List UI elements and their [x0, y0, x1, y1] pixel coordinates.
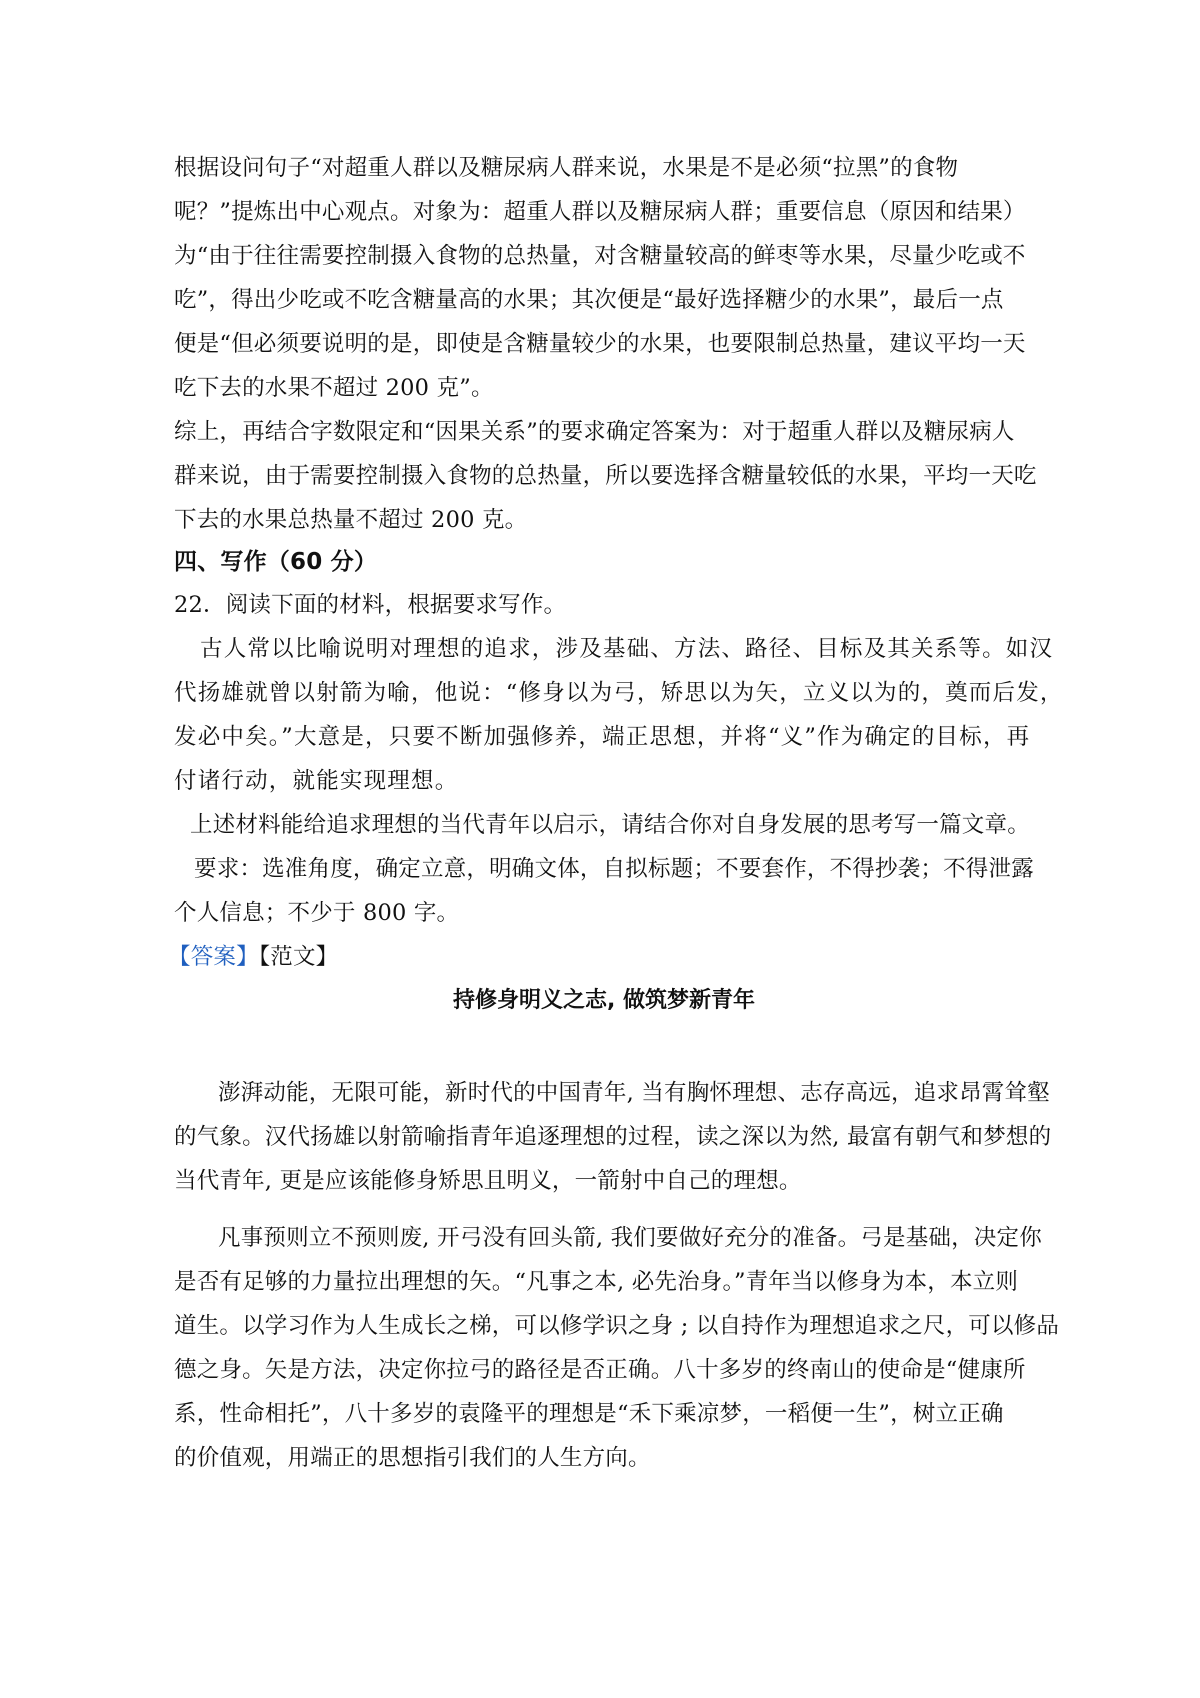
essay-line: 系，性命相托”，八十多岁的袁隆平的理想是“禾下乘凉梦，一稻便一生”，树立正确 — [174, 1401, 1004, 1427]
material-line: 付诸行动，就能实现理想。 — [174, 768, 459, 794]
analysis-line: 便是“但必须要说明的是，即使是含糖量较少的水果，也要限制总热量，建议平均一天 — [174, 331, 1026, 357]
analysis-line: 呢？”提炼出中心观点。对象为：超重人群以及糖尿病人群；重要信息（原因和结果） — [174, 199, 1026, 225]
writing-requirement-line: 个人信息；不少于 800 字。 — [174, 900, 460, 926]
answer-label — [168, 942, 1028, 972]
essay-line: 当代青年, 更是应该能修身矫思且明义，一箭射中自己的理想。 — [174, 1168, 802, 1194]
summary-line: 群来说，由于需要控制摄入食物的总热量，所以要选择含糖量较低的水果，平均一天吃 — [174, 463, 1037, 489]
answer-tag: 【答案】 — [168, 944, 259, 970]
essay-line: 的气象。汉代扬雄以射箭喻指青年追逐理想的过程，读之深以为然, 最富有朝气和梦想的 — [174, 1124, 1052, 1150]
essay-line: 道生。以学习作为人生成长之梯，可以修学识之身 ; 以自持作为理想追求之尺，可以修品 — [174, 1313, 1060, 1339]
essay-title: 持修身明义之志, 做筑梦新青年 — [452, 988, 756, 1013]
writing-requirement-line: 要求：选准角度，确定立意，明确文体，自拟标题；不要套作，不得抄袭；不得泄露 — [194, 856, 1034, 882]
section-heading: 四、写作（60 分） — [174, 549, 378, 575]
summary-line: 下去的水果总热量不超过 200 克。 — [174, 507, 528, 533]
analysis-line: 根据设问句子“对超重人群以及糖尿病人群来说，水果是不是必须“拉黑”的食物 — [174, 155, 959, 181]
model-essay-tag: 【范文】 — [258, 944, 339, 970]
material-line: 发必中矣。”大意是，只要不断加强修养，端正思想，并将“义”作为确定的目标，再 — [174, 724, 1031, 750]
essay-line: 德之身。矢是方法，决定你拉弓的路径是否正确。八十多岁的终南山的使命是“健康所 — [174, 1357, 1026, 1383]
essay-line: 是否有足够的力量拉出理想的矢。“凡事之本, 必先治身。”青年当以修身为本，本立则 — [174, 1269, 1019, 1295]
analysis-line: 吃下去的水果不超过 200 克”。 — [174, 375, 494, 401]
essay-line: 澎湃动能，无限可能，新时代的中国青年, 当有胸怀理想、志存高远，追求昂霄耸壑 — [218, 1080, 1050, 1106]
essay-line: 凡事预则立不预则废, 开弓没有回头箭, 我们要做好充分的准备。弓是基础，决定你 — [218, 1225, 1042, 1251]
essay-line: 的价值观，用端正的思想指引我们的人生方向。 — [174, 1445, 651, 1471]
question-prompt: 22．阅读下面的材料，根据要求写作。 — [174, 592, 567, 618]
analysis-line: 吃”，得出少吃或不吃含糖量高的水果；其次便是“最好选择糖少的水果”，最后一点 — [174, 287, 1004, 313]
summary-line: 综上，再结合字数限定和“因果关系”的要求确定答案为：对于超重人群以及糖尿病人 — [174, 419, 1015, 445]
writing-prompt-line: 上述材料能给追求理想的当代青年以启示，请结合你对自身发展的思考写一篇文章。 — [190, 812, 1030, 838]
analysis-line: 为“由于往往需要控制摄入食物的总热量，对含糖量较高的鲜枣等水果，尽量少吃或不 — [174, 243, 1026, 269]
material-line: 古人常以比喻说明对理想的追求，涉及基础、方法、路径、目标及其关系等。如汉 — [200, 636, 1054, 662]
material-line: 代扬雄就曾以射箭为喻，他说：“修身以为弓，矫思以为矢，立义以为的，奠而后发， — [174, 680, 1064, 706]
